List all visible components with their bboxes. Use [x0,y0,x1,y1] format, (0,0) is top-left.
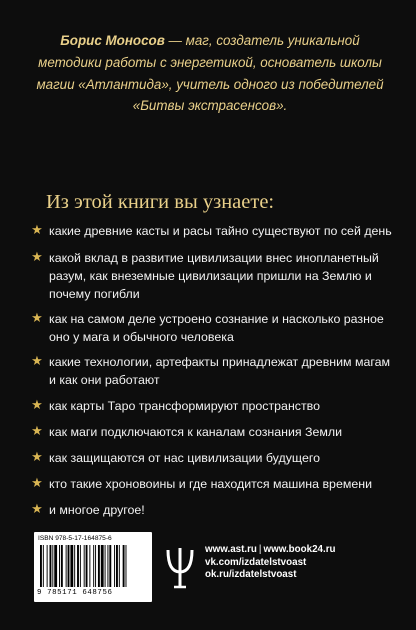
list-item [30,222,400,240]
barcode-stripe [61,545,63,587]
star-icon: ★ [31,222,43,237]
barcode-stripe [98,545,100,587]
star-icon: ★ [31,353,43,368]
barcode-bars [40,545,146,587]
star-icon: ★ [31,501,43,516]
barcode-stripe [77,545,79,587]
list-item [30,310,400,346]
barcode [34,532,152,602]
barcode-stripe [86,545,88,587]
barcode-stripe [123,545,125,587]
barcode-stripe [89,545,90,587]
star-icon: ★ [31,249,43,264]
list-item-text: как карты Таро трансформируют пространство [49,399,320,413]
author-description: — маг, создатель уникальной методики работы с энергетикой, основатель школы магии «Атлантида», учитель одного из победителей «Битвы экстрасенсов». [36,33,384,114]
list-item-text: какие технологии, артефакты принадлежат древним магам и как они работают [49,355,391,387]
barcode-stripe [101,545,104,587]
barcode-stripe [116,545,118,587]
barcode-stripe [66,545,67,587]
star-icon: ★ [31,449,43,464]
barcode-stripe [54,545,57,587]
list-item [30,501,400,519]
list-item-text: кто такие хроновоины и где находится машина времени [49,477,373,491]
star-icon: ★ [31,310,43,325]
author-bio [30,30,390,117]
list-item-text: как на самом деле устроено сознание и насколько разное оно у мага и обычного человека [49,312,384,344]
barcode-stripe [59,545,60,587]
website-link-ast[interactable]: www.ast.ru [205,544,257,555]
isbn-text: ISBN 978-5-17-164875-6 [38,535,112,542]
vk-link[interactable]: vk.com/izdatelstvoast [205,556,307,568]
websites-row [205,544,395,557]
list-item [30,249,400,303]
barcode-stripe [107,545,108,587]
barcode-stripe [50,545,52,587]
barcode-number: 9 785171 648756 [37,589,113,597]
link-separator: | [258,544,262,555]
barcode-stripe [52,545,53,587]
star-icon: ★ [31,475,43,490]
author-name: Борис Моносов [60,33,165,48]
barcode-stripe [114,545,115,587]
publisher-logo-icon [166,546,194,590]
barcode-stripe [68,545,70,587]
barcode-stripe [84,545,85,587]
website-link-book24[interactable]: www.book24.ru [263,544,336,555]
star-icon: ★ [31,423,43,438]
topics-list [30,222,400,519]
list-item-text: и многое другое! [49,503,145,517]
barcode-stripe [80,545,81,587]
publisher-footer [34,532,386,604]
barcode-stripe [109,545,111,587]
list-item [30,353,400,389]
list-item-text: какие древние касты и расы тайно существуют по сей день [49,224,392,238]
list-item [30,475,400,493]
barcode-stripe [47,545,48,587]
star-icon: ★ [31,397,43,412]
barcode-stripe [40,545,42,587]
list-item [30,423,400,441]
list-item-text: как маги подключаются к каналам сознания Земли [49,425,343,439]
list-item [30,397,400,415]
list-item [30,449,400,467]
ok-link[interactable]: ok.ru/izdatelstvoast [205,569,297,581]
section-heading: Из этой книги вы узнаете: [46,191,275,213]
publisher-links [205,544,395,582]
list-item-text: как защищаются от нас цивилизации будущего [49,451,320,465]
barcode-stripe [43,545,44,587]
barcode-stripe [70,545,73,587]
list-item-text: какой вклад в развитие цивилизации внес инопланетный разум, как внеземные цивилизации пришли на Землю и почему погибли [49,251,379,301]
barcode-stripe [119,545,120,587]
barcode-stripe [93,545,94,587]
barcode-stripe [105,545,106,587]
barcode-stripe [126,545,127,587]
barcode-stripe [95,545,96,587]
barcode-stripe [74,545,75,587]
